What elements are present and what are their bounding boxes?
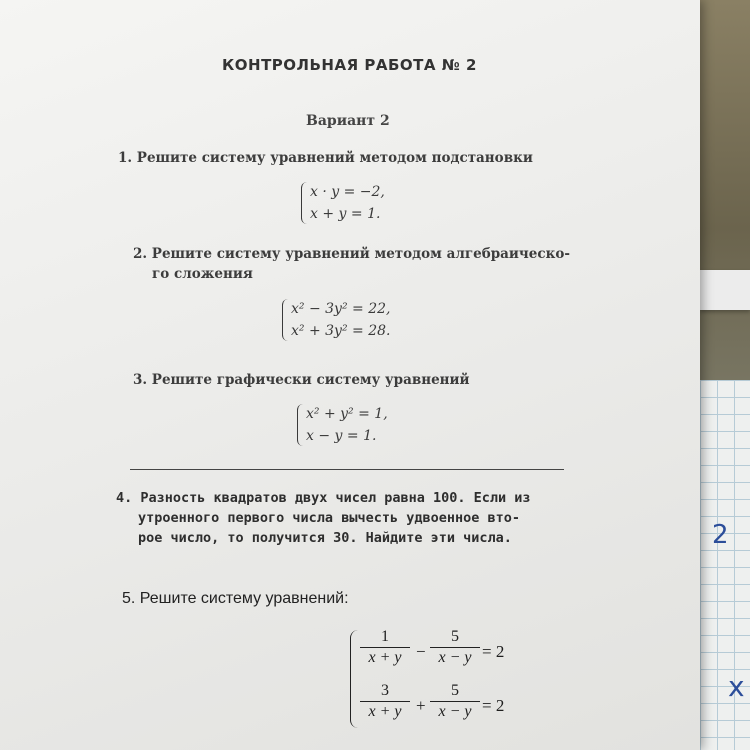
equation: x · y = −2,: [310, 184, 385, 200]
denominator: x − y: [438, 703, 472, 720]
handwritten-mark: x: [728, 670, 745, 703]
task-text-line: утроенного первого числа вычесть удвоенное вто-: [138, 510, 521, 526]
operator: −: [416, 642, 426, 661]
variant-label: Вариант 2: [306, 113, 390, 129]
equation: x² + y² = 1,: [306, 406, 388, 422]
equation: x² + 3y² = 28.: [291, 323, 391, 339]
task-number: 2.: [133, 246, 148, 262]
task-2-system: [291, 298, 390, 342]
brace: [301, 182, 308, 224]
task-number: 4.: [116, 490, 133, 506]
task-1-system: [310, 181, 385, 225]
task-4: [116, 488, 531, 548]
task-text: Решите систему уравнений методом алгебраическо-: [151, 246, 570, 262]
operator: +: [416, 696, 426, 715]
background-card: [700, 270, 750, 310]
fraction: [360, 682, 410, 721]
task-number: 3.: [133, 372, 148, 388]
denominator: x − y: [438, 649, 472, 666]
handwritten-digit: 2: [712, 520, 729, 550]
page-title: КОНТРОЛЬНАЯ РАБОТА № 2: [222, 56, 477, 74]
fraction: [360, 628, 410, 667]
numerator: 3: [360, 682, 410, 702]
brace: [282, 299, 289, 341]
task-number: 5.: [122, 590, 136, 607]
equation: x − y = 1.: [306, 428, 377, 444]
task-text: Решите систему уравнений методом подстановки: [136, 150, 533, 166]
task-3: [133, 372, 470, 388]
equation: x + y = 1.: [310, 206, 381, 222]
equation: x² − 3y² = 22,: [291, 301, 391, 317]
task-text-line: рое число, то получится 30. Найдите эти числа.: [138, 530, 512, 546]
background-notebook: [700, 380, 750, 750]
background-surface: [700, 0, 750, 380]
task-1: [118, 150, 533, 166]
fraction: [430, 628, 480, 667]
numerator: 5: [430, 628, 480, 648]
task-5: [122, 590, 349, 608]
task-2-continued: го сложения: [152, 266, 253, 282]
denominator: x + y: [368, 649, 402, 666]
task-text-line: Разность квадратов двух чисел равна 100. Если из: [140, 490, 531, 506]
denominator: x + y: [368, 703, 402, 720]
task-5-system: [358, 628, 528, 732]
task-3-system: [306, 403, 388, 447]
brace: [297, 404, 304, 446]
right-hand-side: = 2: [482, 696, 505, 715]
divider: [130, 469, 564, 470]
task-text: Решите систему уравнений:: [139, 590, 349, 607]
task-number: 1.: [118, 150, 133, 166]
fraction: [430, 682, 480, 721]
right-hand-side: = 2: [482, 642, 505, 661]
numerator: 5: [430, 682, 480, 702]
numerator: 1: [360, 628, 410, 648]
brace: [350, 630, 358, 728]
task-text: Решите графически систему уравнений: [151, 372, 470, 388]
task-2: [133, 246, 570, 262]
